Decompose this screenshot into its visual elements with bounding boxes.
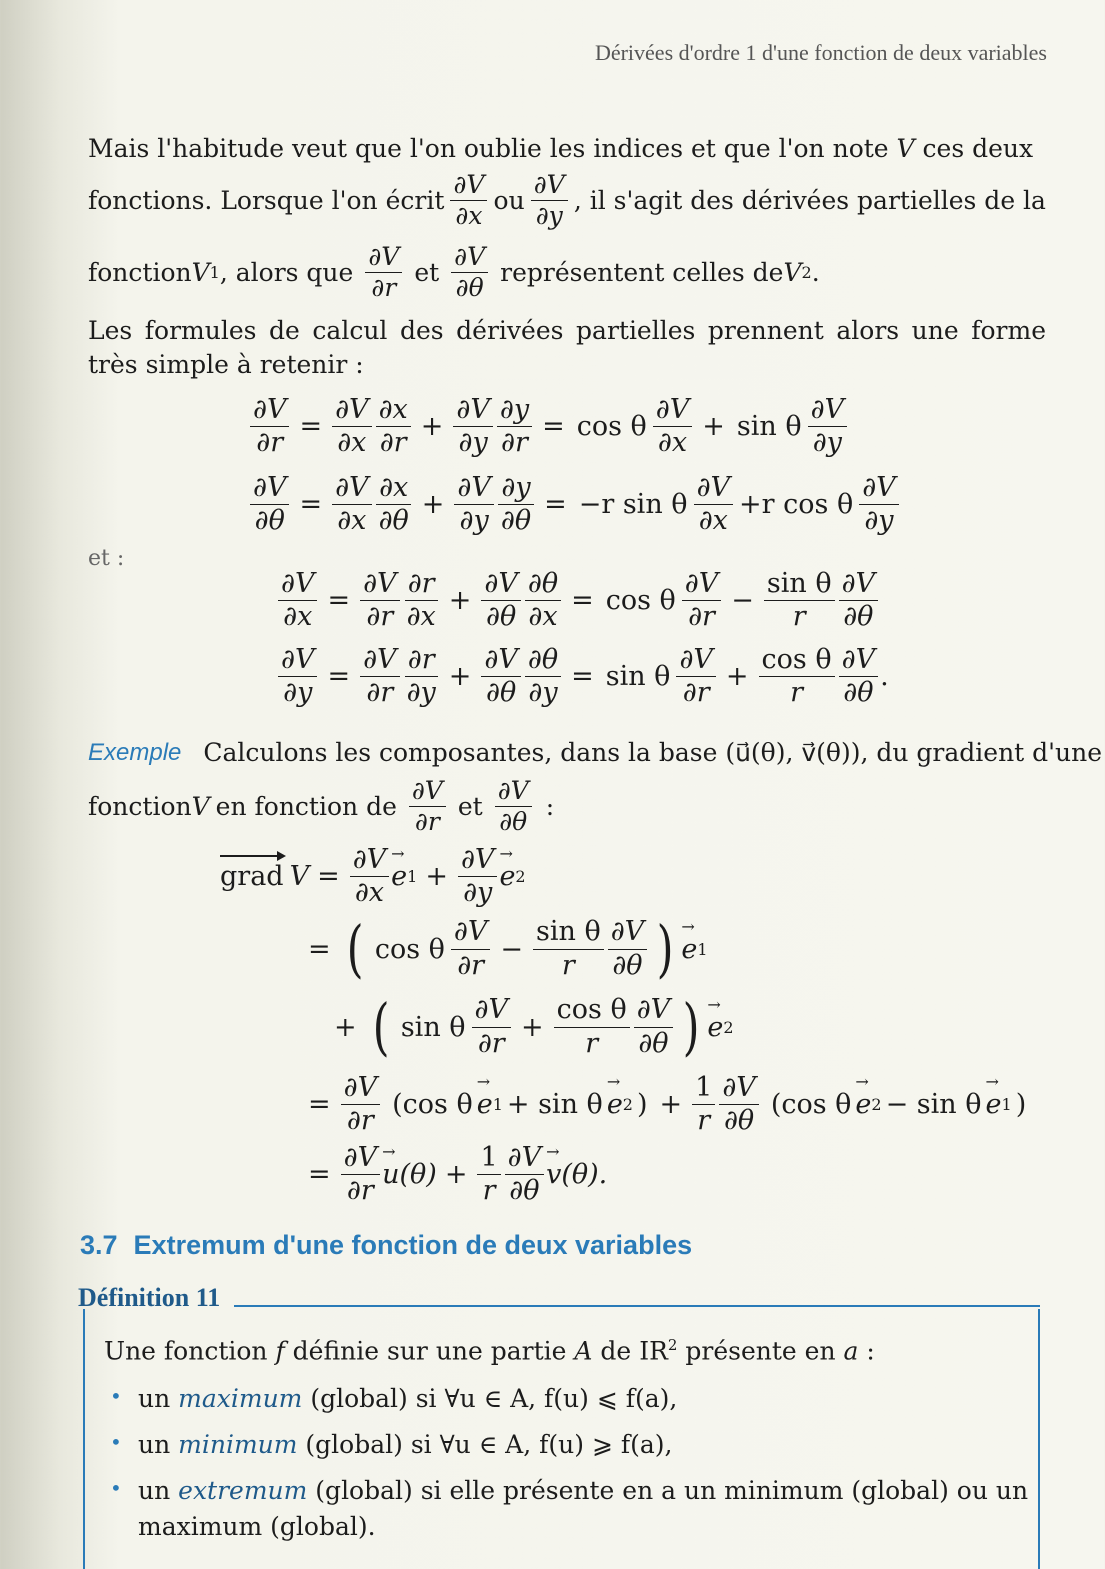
definition-rule xyxy=(234,1305,1040,1307)
grad-line-5: = $\frac{\partial V}{\partial r}$ → u(θ) + $\frac{1}{r}$ $\frac{\partial V}{\partial\theta}$ → v(θ). xyxy=(300,1144,607,1206)
definition-title: Définition 11 xyxy=(78,1283,221,1312)
example-line-1: Exemple Calculons les composantes, dans la base (u⃗(θ), v⃗(θ)), du gradient d'une xyxy=(88,738,1103,767)
definition-item-minimum: • un minimum (global) si ∀u ∈ A, f(u) ⩾ f(a), xyxy=(110,1430,673,1459)
equation-dV-dx: $\frac{\partial V}{\partial x}$ = $\frac{\partial V}{\partial r}$ $\frac{\partial r}{\partial x}$ + $\frac{\partial V}{\partial\theta}$ $\frac{\partial\theta}{\partial x}$ = cos θ $\frac{\partial V}{\partial r}$ − $\frac{\text{sin θ}}{r}$ $\frac{\partial V}{\partial\theta}$ xyxy=(276,570,880,632)
frac-dV-dr: $\frac{\partial V}{\partial r}$ xyxy=(365,244,402,302)
running-title: Dérivées d'ordre 1 d'une fonction de deux variables xyxy=(594,40,1047,65)
bullet-icon: • xyxy=(110,1476,122,1500)
definition-item-extremum-cont: maximum (global). xyxy=(138,1512,376,1541)
intro-line-2: fonctions. Lorsque l'on écrit $\frac{\partial V}{\partial x}$ ou $\frac{\partial V}{\partial y}$ , il s'agit des dérivées partielles de la xyxy=(88,170,1046,231)
definition-item-maximum: • un maximum (global) si ∀u ∈ A, f(u) ⩽ f(a), xyxy=(110,1384,678,1413)
grad-operator: grad xyxy=(220,861,284,892)
definition-item-extremum: • un extremum (global) si elle présente en a un minimum (global) ou un xyxy=(110,1476,1029,1505)
intro-paragraph-4: Les formules de calcul des dérivées partielles prennent alors une forme très simple à retenir : xyxy=(88,316,1046,379)
section-title: Extremum d'une fonction de deux variables xyxy=(133,1230,693,1260)
grad-line-4: = $\frac{\partial V}{\partial r}$ (cos θ → e 1 + sin θ → e 2 ) + $\frac{1}{r}$ $\frac{\partial V}{\partial\theta}$ (cos θ → e 2 − sin θ → e 1 ) xyxy=(300,1074,1030,1136)
grad-line-2: = ( cos θ $\frac{\partial V}{\partial r}$ − $\frac{\text{sin θ}}{r}$ $\frac{\partial V}{\partial\theta}$ ) → e 1 xyxy=(300,918,708,980)
intro-line-1: Mais l'habitude veut que l'on oublie les indices et que l'on note V ces deux xyxy=(88,134,1034,163)
equation-dV-dy: $\frac{\partial V}{\partial y}$ = $\frac{\partial V}{\partial r}$ $\frac{\partial r}{\partial y}$ + $\frac{\partial V}{\partial\theta}$ $\frac{\partial\theta}{\partial y}$ = sin θ $\frac{\partial V}{\partial r}$ + $\frac{\text{cos θ}}{r}$ $\frac{\partial V}{\partial\theta}$ . xyxy=(276,646,889,708)
grad-line-1: grad V = $\frac{\partial V}{\partial x}$ → e 1 + $\frac{\partial V}{\partial y}$ → e 2 xyxy=(220,846,526,908)
et-label: et : xyxy=(88,546,125,571)
frac-dV-dx: $\frac{\partial V}{\partial x}$ xyxy=(450,172,487,230)
definition-intro: Une fonction f définie sur une partie A de $IR^2$ présente en a : xyxy=(104,1336,875,1366)
frac-dV-dy: $\frac{\partial V}{\partial y}$ xyxy=(531,172,568,230)
section-heading xyxy=(80,1230,692,1261)
bullet-icon: • xyxy=(110,1430,122,1454)
example-label: Exemple xyxy=(88,738,182,766)
bullet-icon: • xyxy=(110,1384,122,1408)
example-line-2: fonction V en fonction de $\frac{\partial V}{\partial r}$ et $\frac{\partial V}{\partial\theta}$ : xyxy=(88,776,555,837)
frac-dV-dtheta: $\frac{\partial V}{\partial\theta}$ xyxy=(451,244,488,302)
equation-dV-dtheta: $\frac{\partial V}{\partial\theta}$ = $\frac{\partial V}{\partial x}$ $\frac{\partial x}{\partial\theta}$ + $\frac{\partial V}{\partial y}$ $\frac{\partial y}{\partial\theta}$ = −r sin θ $\frac{\partial V}{\partial x}$ +r cos θ $\frac{\partial V}{\partial y}$ xyxy=(248,474,901,536)
section-number: 3.7 xyxy=(80,1230,118,1260)
equation-dV-dr: $\frac{\partial V}{\partial r}$ = $\frac{\partial V}{\partial x}$ $\frac{\partial x}{\partial r}$ + $\frac{\partial V}{\partial y}$ $\frac{\partial y}{\partial r}$ = cos θ $\frac{\partial V}{\partial x}$ + sin θ $\frac{\partial V}{\partial y}$ xyxy=(248,396,849,458)
grad-line-3: + ( sin θ $\frac{\partial V}{\partial r}$ + $\frac{\text{cos θ}}{r}$ $\frac{\partial V}{\partial\theta}$ ) → e 2 xyxy=(326,996,734,1058)
intro-line-3: fonction V 1 , alors que $\frac{\partial V}{\partial r}$ et $\frac{\partial V}{\partial\theta}$ représentent celles de V 2 . xyxy=(88,242,820,303)
